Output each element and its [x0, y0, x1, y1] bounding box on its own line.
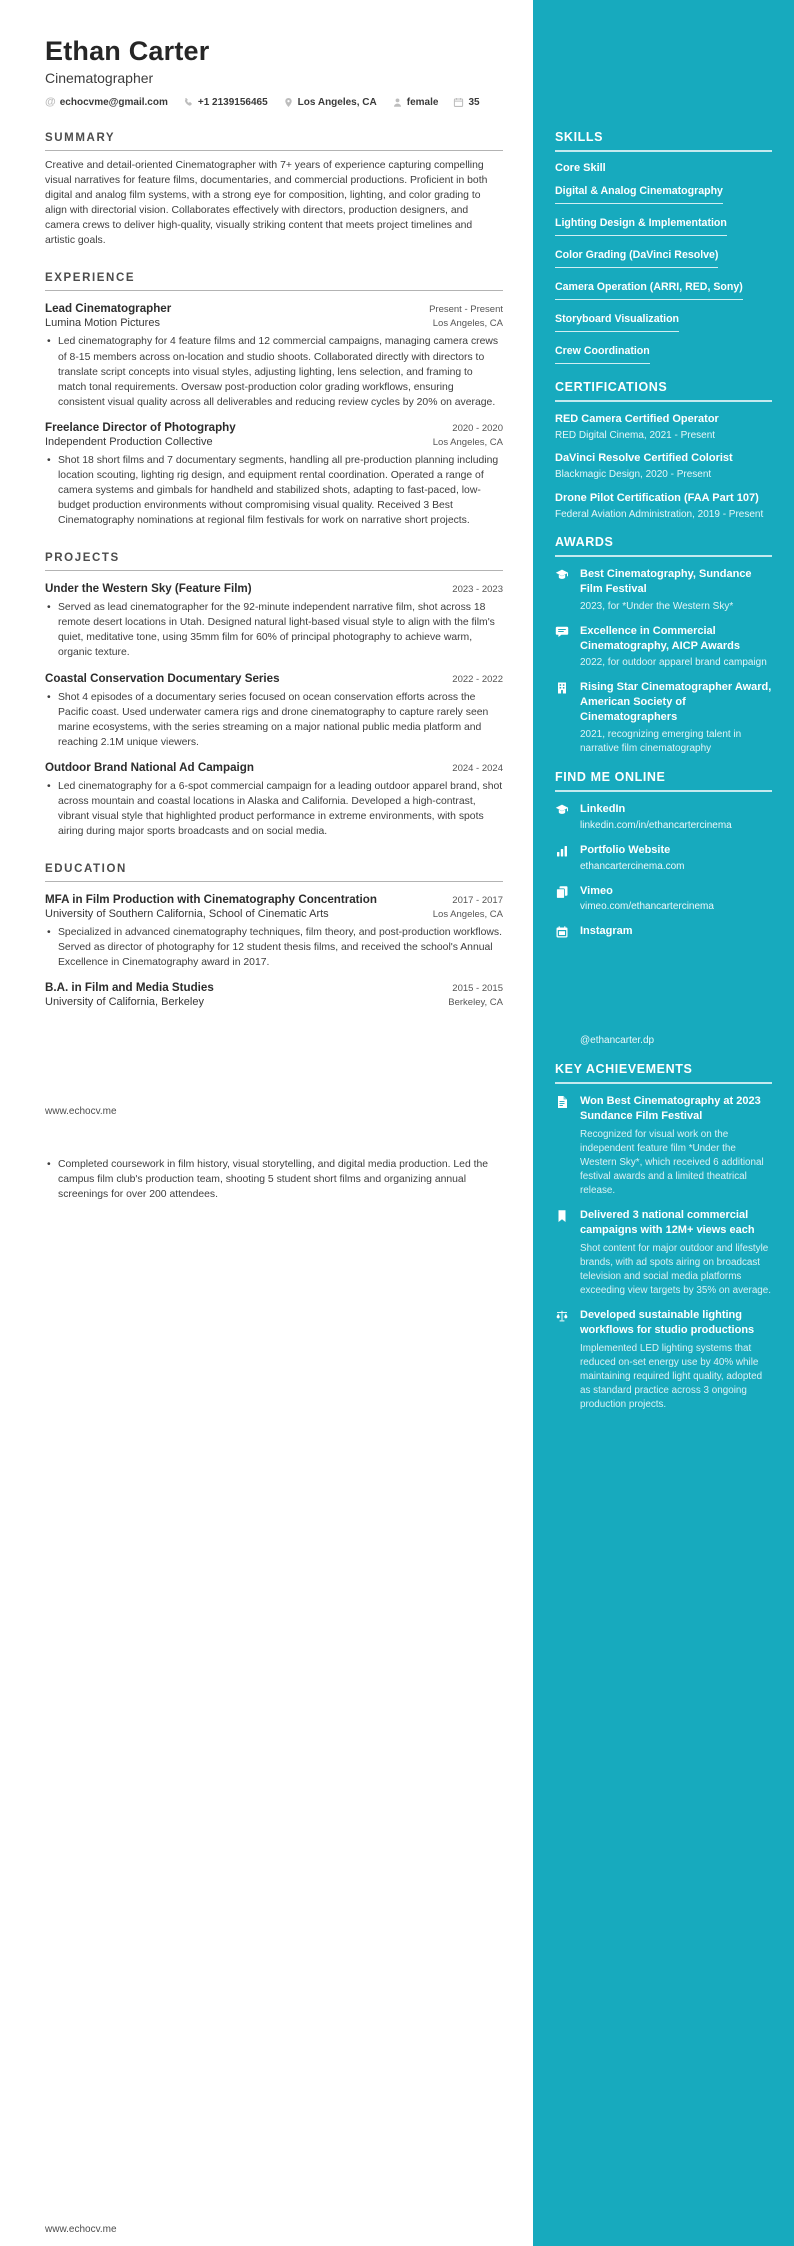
- skill-item: Color Grading (DaVinci Resolve): [555, 245, 772, 268]
- person-name: Ethan Carter: [45, 36, 210, 66]
- awards-heading: AWARDS: [555, 535, 772, 557]
- school-location: Los Angeles, CA: [432, 909, 503, 921]
- social-link-linkedin[interactable]: [555, 802, 772, 833]
- award-title: Excellence in Commercial Cinematography, AICP Awards: [580, 624, 740, 652]
- skill-item: Camera Operation (ARRI, RED, Sony): [555, 277, 772, 300]
- bar-chart-icon: [555, 843, 570, 874]
- education-bullet: • Specialized in advanced cinematography techniques, film theory, and post-production workflows. Served as director of photography for 12 student thesis films, and received the school's Annual Excellence in Cinematography award in 2017.: [45, 925, 503, 970]
- certification-issuer: RED Digital Cinema, 2021 - Present: [555, 429, 716, 441]
- award-item: [555, 567, 772, 614]
- summary-heading: SUMMARY: [45, 132, 503, 151]
- section-projects: [45, 552, 503, 839]
- achievement-item: [555, 1308, 772, 1412]
- skill-item: Digital & Analog Cinematography: [555, 181, 772, 204]
- project-entry: [45, 761, 503, 839]
- social-url[interactable]: linkedin.com/in/ethancartercinema: [580, 819, 732, 831]
- certification-item: [555, 451, 772, 481]
- project-title: Coastal Conservation Documentary Series: [45, 671, 280, 685]
- project-bullet: • Led cinematography for a 6-spot commercial campaign for a leading outdoor apparel brand, shot across mountain and coastal locations in Alaska and California. Developed a high-contrast, vibrant visual style that highlighted product performance in extreme environments, with spots airing during major sports broadcasts and on social media.: [45, 779, 503, 839]
- section-experience: [45, 272, 503, 528]
- find-me-online-heading: FIND ME ONLINE: [555, 770, 772, 792]
- achievement-item: [555, 1094, 772, 1198]
- project-bullet: • Served as lead cinematographer for the 92-minute independent narrative film, shot across 18 remote desert locations in Utah. Designed natural light-based visual style to align with the film's quiet, meditative tone, using 35mm film for 60% of principal photography to achieve warm, organic texture.: [45, 600, 503, 660]
- certification-title: Drone Pilot Certification (FAA Part 107): [555, 491, 759, 504]
- degree-title: B.A. in Film and Media Studies: [45, 981, 214, 995]
- award-title: Best Cinematography, Sundance Film Festival: [580, 568, 752, 595]
- skills-heading: SKILLS: [555, 130, 772, 152]
- social-link-instagram[interactable]: [555, 924, 772, 939]
- certification-issuer: Federal Aviation Administration, 2019 - Present: [555, 508, 764, 520]
- project-title: Under the Western Sky (Feature Film): [45, 582, 252, 596]
- certification-item: [555, 412, 772, 442]
- social-url[interactable]: vimeo.com/ethancartercinema: [580, 901, 714, 913]
- contact-age: [453, 97, 479, 108]
- bookmark-icon: [555, 1208, 570, 1298]
- location-pin-icon: [283, 97, 294, 108]
- skills-group-label: Core Skill: [555, 162, 606, 174]
- education-bullet: • Completed coursework in film history, visual storytelling, and digital media production. Led the campus film club's production team, shooting 5 student short films and organizing annual screenings for over 200 attendees.: [45, 1157, 503, 1202]
- pages-icon: [555, 884, 570, 915]
- job-title: Freelance Director of Photography: [45, 420, 236, 434]
- graduation-cap-icon: [555, 567, 570, 614]
- document-icon: [555, 1094, 570, 1198]
- degree-dates: 2015 - 2015: [452, 983, 503, 995]
- calendar-icon: [555, 924, 570, 939]
- contact-gender-value: female: [406, 96, 439, 108]
- certification-issuer: Blackmagic Design, 2020 - Present: [555, 469, 712, 481]
- skill-item: Crew Coordination: [555, 341, 772, 364]
- achievement-title: Won Best Cinematography at 2023 Sundance Film Festival: [580, 1095, 761, 1123]
- achievement-item: [555, 1208, 772, 1298]
- school-name: University of California, Berkeley: [45, 996, 204, 1009]
- skill-item: Lighting Design & Implementation: [555, 213, 772, 236]
- certification-title: DaVinci Resolve Certified Colorist: [555, 452, 733, 465]
- certifications-heading: CERTIFICATIONS: [555, 380, 772, 402]
- calendar-icon: [453, 97, 464, 108]
- education-heading: EDUCATION: [45, 863, 503, 882]
- job-bullet: • Led cinematography for 4 feature films and 12 commercial campaigns, managing camera crews of 8-15 members across on-location and studio shoots. Collaborated directly with directors to translate script concepts into visual styles, adjusting lighting, lens selection, and framing to match tonal requirements. Oversaw post-production color grading workflows, ensuring consistent visual quality across all deliverables and reducing review cycles by 20% on average.: [45, 334, 503, 409]
- job-company: Lumina Motion Pictures: [45, 317, 160, 330]
- contact-location-value: Los Angeles, CA: [297, 96, 377, 108]
- contact-phone-value: +1 2139156465: [197, 96, 268, 108]
- sidebar-section-key-achievements: [555, 1062, 772, 1412]
- job-company: Independent Production Collective: [45, 435, 213, 448]
- school-name: University of Southern California, School of Cinematic Arts: [45, 908, 329, 921]
- award-item: [555, 680, 772, 756]
- footer-site-link[interactable]: www.echocv.me: [45, 1106, 117, 1117]
- education-entry: [45, 893, 503, 970]
- project-dates: 2022 - 2022: [452, 673, 503, 685]
- education-entry: [45, 981, 503, 1008]
- building-icon: [555, 680, 570, 756]
- certification-item: [555, 491, 772, 521]
- summary-text: Creative and detail-oriented Cinematographer with 7+ years of experience capturing compelling visual narratives for feature films, documentaries, and commercial productions. Proficient in both digital and analog film systems, with a strong eye for composition, lighting, and color grading to align with directorial vision. Collaborates effectively with directors, production designers, and camera crews to deliver high-quality, visually striking content that meets project timelines and artistic goals.: [45, 160, 488, 247]
- social-link-portfolio[interactable]: [555, 843, 772, 874]
- contact-row: [45, 96, 503, 108]
- project-entry: [45, 582, 503, 660]
- project-dates: 2024 - 2024: [452, 762, 503, 774]
- social-label: LinkedIn: [580, 802, 626, 815]
- sidebar-section-certifications: [555, 380, 772, 521]
- social-label: Vimeo: [580, 884, 613, 897]
- project-dates: 2023 - 2023: [452, 584, 503, 596]
- project-bullet: • Shot 4 episodes of a documentary series focused on ocean conservation efforts across the Pacific coast. Used underwater camera rigs and drone cinematography to capture rarely seen marine ecosystems, with the series streaming on a major national public media platform and reaching 2.1M unique viewers.: [45, 690, 503, 750]
- main-column: [45, 0, 503, 1008]
- sidebar-section-skills: [555, 130, 772, 364]
- social-url[interactable]: ethancartercinema.com: [580, 860, 685, 872]
- person-icon: [392, 97, 403, 108]
- achievement-detail: Implemented LED lighting systems that reduced on-set energy use by 40% while maintaining required light quality, adopted as standard practice across 3 ongoing production projects.: [580, 1343, 763, 1411]
- graduation-cap-icon: [555, 802, 570, 833]
- job-dates: 2020 - 2020: [452, 422, 503, 434]
- sidebar-section-awards: [555, 535, 772, 756]
- email-at-icon: @: [45, 96, 56, 108]
- skill-item: Storyboard Visualization: [555, 309, 772, 332]
- school-location: Berkeley, CA: [448, 997, 503, 1009]
- chat-bubble-icon: [555, 624, 570, 671]
- degree-dates: 2017 - 2017: [452, 895, 503, 907]
- key-achievements-heading: KEY ACHIEVEMENTS: [555, 1062, 772, 1084]
- footer-site-link[interactable]: www.echocv.me: [45, 2224, 117, 2235]
- achievement-title: Delivered 3 national commercial campaigns with 12M+ views each: [580, 1209, 755, 1237]
- contact-phone[interactable]: [183, 97, 268, 108]
- project-title: Outdoor Brand National Ad Campaign: [45, 760, 254, 774]
- section-education: [45, 863, 503, 1008]
- sidebar: [533, 0, 794, 2246]
- achievement-title: Developed sustainable lighting workflows for studio productions: [580, 1309, 755, 1337]
- phone-icon: [183, 97, 194, 108]
- project-entry: [45, 672, 503, 750]
- sidebar-section-find-me-online: [555, 770, 772, 1047]
- contact-location: [283, 97, 377, 108]
- award-item: [555, 624, 772, 671]
- award-detail: 2021, recognizing emerging talent in narrative film cinematography: [580, 728, 742, 754]
- section-summary: [45, 132, 503, 248]
- social-url[interactable]: @ethancarter.dp: [580, 1035, 655, 1047]
- education-continued: [45, 1152, 503, 1202]
- social-label: Instagram: [580, 925, 633, 938]
- scale-icon: [555, 1308, 570, 1412]
- experience-heading: EXPERIENCE: [45, 272, 503, 291]
- award-detail: 2023, for *Under the Western Sky*: [580, 600, 734, 612]
- job-title: Lead Cinematographer: [45, 302, 172, 316]
- achievement-detail: Shot content for major outdoor and lifestyle brands, with ad spots airing on broadcast television and social media platforms exceeding view targets by 35% on average.: [580, 1243, 772, 1297]
- contact-email-value: echocvme@gmail.com: [59, 96, 168, 108]
- social-label: Portfolio Website: [580, 843, 671, 856]
- contact-gender: [392, 97, 439, 108]
- award-title: Rising Star Cinematographer Award, American Society of Cinematographers: [580, 681, 772, 724]
- person-job-title: Cinematographer: [45, 70, 154, 86]
- experience-entry: [45, 302, 503, 409]
- page-break-gap: [555, 949, 772, 1035]
- achievement-detail: Recognized for visual work on the independent feature film *Under the Western Sky*, which received 6 additional festival awards and a limited theatrical release.: [580, 1129, 764, 1197]
- award-detail: 2022, for outdoor apparel brand campaign: [580, 657, 767, 669]
- projects-heading: PROJECTS: [45, 552, 503, 571]
- job-dates: Present - Present: [429, 304, 503, 316]
- experience-entry: [45, 421, 503, 528]
- job-location: Los Angeles, CA: [432, 318, 503, 330]
- contact-age-value: 35: [468, 96, 480, 108]
- degree-title: MFA in Film Production with Cinematography Concentration: [45, 893, 377, 907]
- certification-title: RED Camera Certified Operator: [555, 413, 719, 425]
- job-location: Los Angeles, CA: [432, 436, 503, 448]
- contact-email[interactable]: [45, 96, 168, 108]
- job-bullet: • Shot 18 short films and 7 documentary segments, handling all pre-production planning including location scouting, lighting rig design, and equipment rental coordination. Operated a range of camera systems and gimbals for handheld and stabilized shots, adapting to fast-paced, low-budget production environments without compromising visual quality. Received 3 Best Cinematography nominations at regional film festivals for work on narrative short projects.: [45, 453, 503, 528]
- social-link-vimeo[interactable]: [555, 884, 772, 915]
